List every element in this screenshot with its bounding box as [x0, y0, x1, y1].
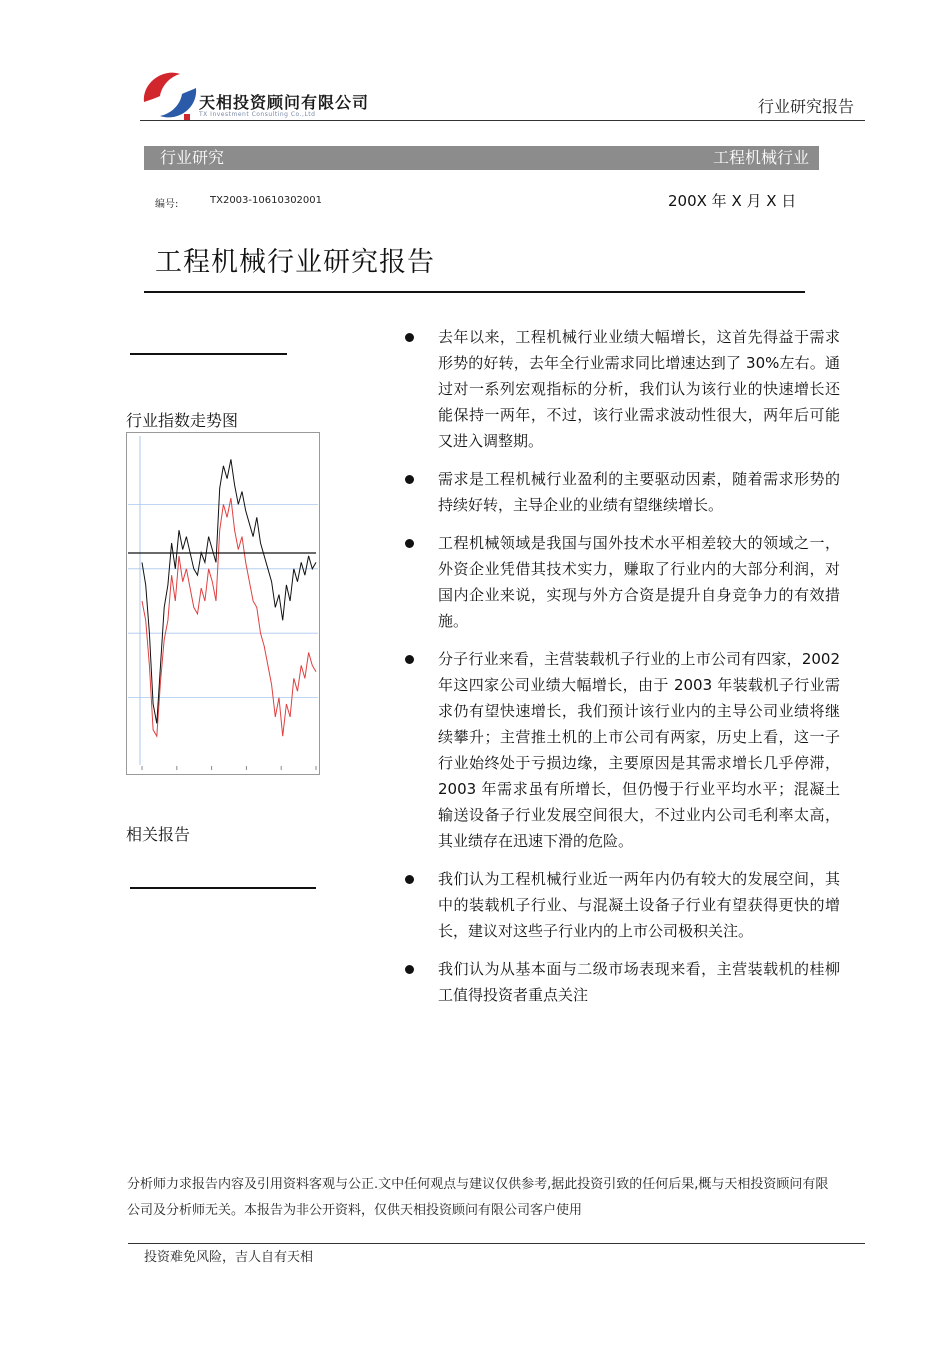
bullet-text: 分子行业来看，主营装载机子行业的上市公司有四家，2002 年这四家公司业绩大幅增长，由于 2003 年装载机子行业需求仍有望快速增长，我们预计该行业内的主导公司业绩将继续攀升；主营推土机的上市公司有两家，历史上看，这一子行业始终处于亏损边缘，主要原因是其需求增长几乎停滞，2003 年需求虽有所增长，但仍慢于行业平均水平；混凝土输送设备子行业发展空间很大，不过业内公司毛利率太高，其业绩存在迅速下滑的危险。: [438, 650, 840, 850]
bullet-item: [402, 956, 840, 1008]
bullet-item: [402, 530, 840, 634]
chart-frame: [127, 433, 320, 775]
bullet-dot-icon: [405, 333, 414, 342]
page-title: 工程机械行业研究报告: [155, 247, 435, 278]
bullet-text: 工程机械领域是我国与国外技术水平相差较大的领域之一，外资企业凭借其技术实力，赚取了行业内的大部分利润，对国内企业来说，实现与外方合资是提升自身竞争力的有效措施。: [438, 534, 840, 630]
industry-index-chart: [126, 432, 320, 775]
bullet-dot-icon: [405, 965, 414, 974]
bullet-item: [402, 324, 840, 454]
bullet-text: 我们认为从基本面与二级市场表现来看，主营装载机的桂柳工值得投资者重点关注: [438, 960, 840, 1004]
title-divider: [144, 291, 805, 293]
bullet-item: [402, 466, 840, 518]
footer-slogan: 投资难免风险，吉人自有天相: [144, 1250, 314, 1265]
footer-divider: [128, 1243, 865, 1244]
logo-swoosh-red: [144, 73, 180, 102]
bullet-item: [402, 866, 840, 944]
bullet-dot-icon: [405, 655, 414, 664]
chart-label: 行业指数走势图: [126, 411, 239, 430]
company-name-en: TX Investment Consulting Co.,Ltd: [199, 111, 316, 118]
bullet-text: 去年以来，工程机械行业业绩大幅增长，这首先得益于需求形势的好转，去年全行业需求同比增速达到了 30%左右。通过对一系列宏观指标的分析，我们认为该行业的快速增长还能保持一两年，不过，该行业需求波动性很大，两年后可能又进入调整期。: [438, 328, 840, 450]
company-name: 天相投资顾问有限公司: [199, 93, 370, 112]
bullet-dot-icon: [405, 539, 414, 548]
bullet-text: 我们认为工程机械行业近一两年内仍有较大的发展空间，其中的装载机子行业、与混凝土设备子行业有望获得更快的增长，建议对这些子行业内的上市公司极积关注。: [438, 870, 840, 940]
bullet-dot-icon: [405, 875, 414, 884]
serial-label: 编号:: [155, 199, 179, 210]
banner-industry: 工程机械行业: [712, 148, 809, 167]
serial-number: TX2003-10610302001: [210, 195, 323, 206]
report-type: 行业研究报告: [757, 97, 854, 116]
banner-category: 行业研究: [160, 148, 225, 167]
logo-swoosh-blue: [160, 88, 196, 117]
bullet-text: 需求是工程机械行业盈利的主要驱动因素，随着需求形势的持续好转，主导企业的业绩有望继续增长。: [438, 470, 840, 514]
related-reports-label: 相关报告: [126, 825, 191, 844]
sidebar-divider-top: [130, 353, 287, 355]
header-divider: [140, 120, 865, 121]
summary-bullets: [402, 324, 840, 1020]
report-date: 200X 年 X 月 X 日: [668, 192, 797, 210]
sidebar-divider-bottom: [130, 887, 316, 889]
bullet-dot-icon: [405, 475, 414, 484]
disclaimer: 分析师力求报告内容及引用资料客观与公正.文中任何观点与建议仅供参考,据此投资引致的任何后果,概与天相投资顾问有限公司及分析师无关。本报告为非公开资料，仅供天相投资顾问有限公司客户使用: [127, 1177, 829, 1218]
bullet-item: [402, 646, 840, 854]
